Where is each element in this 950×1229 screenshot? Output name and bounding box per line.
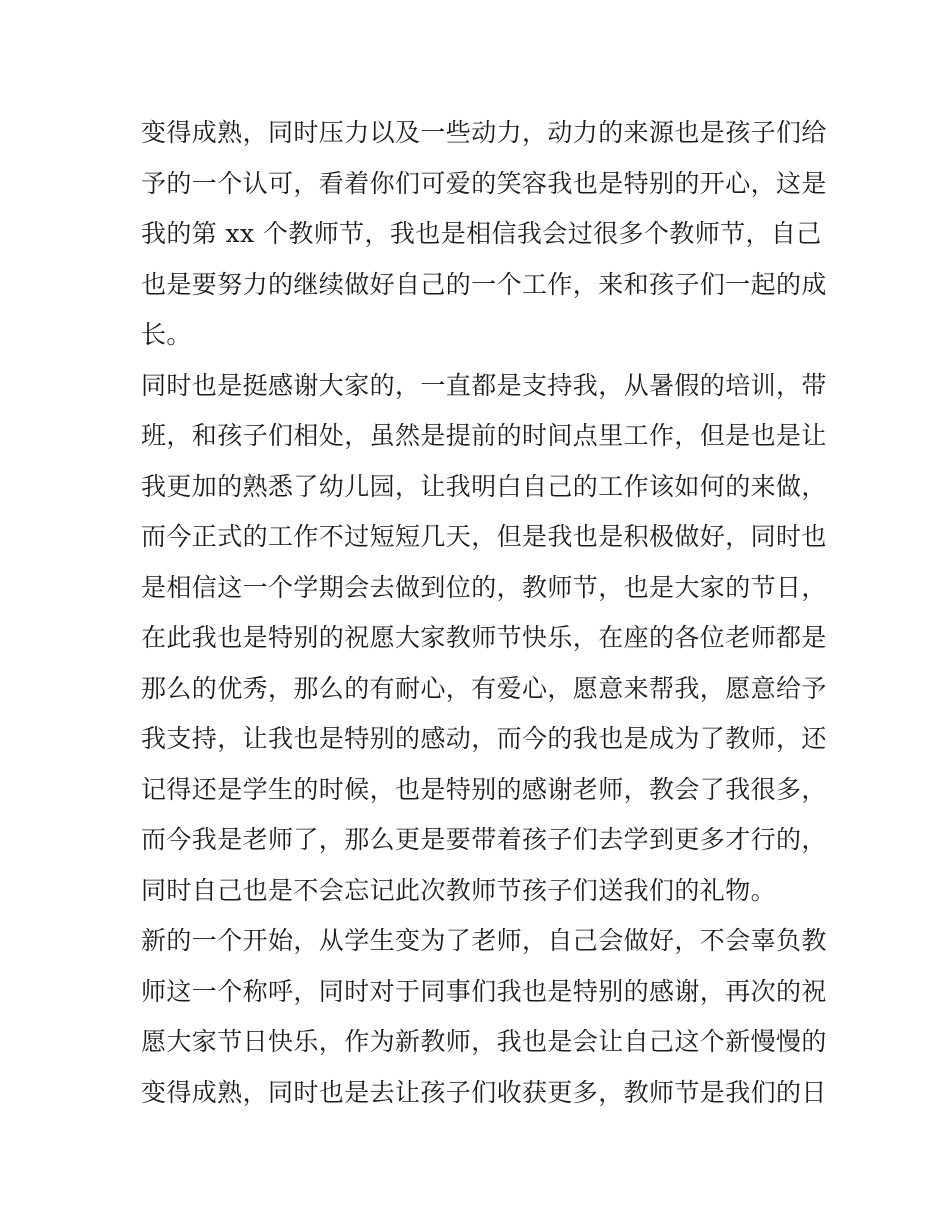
text-line: 新的一个开始，从学生变为了老师，自己会做好，不会辜负教 xyxy=(141,926,827,955)
text-line: 同时也是挺感谢大家的，一直都是支持我，从暑假的培训，带 xyxy=(141,370,827,400)
text-line: 变得成熟，同时压力以及一些动力，动力的来源也是孩子们给 xyxy=(141,118,827,147)
text-line: 我支持，让我也是特别的感动，而今的我也是成为了教师，还 xyxy=(141,724,827,753)
text-line: 同时自己也是不会忘记此次教师节孩子们送我们的礼物。 xyxy=(141,875,777,905)
text-line: 我更加的熟悉了幼儿园，让我明白自己的工作该如何的来做， xyxy=(141,471,827,501)
text-line: 我的第 xx 个教师节，我也是相信我会过很多个教师节，自己 xyxy=(141,219,822,248)
text-line: 师这一个称呼，同时对于同事们我也是特别的感谢，再次的祝 xyxy=(141,976,827,1006)
text-line: 记得还是学生的时候，也是特别的感谢老师，教会了我很多， xyxy=(141,774,827,804)
text-line: 长。 xyxy=(141,320,192,349)
text-line: 愿大家节日快乐，作为新教师，我也是会让自己这个新慢慢的 xyxy=(141,1027,827,1056)
text-line: 予的一个认可，看着你们可爱的笑容我也是特别的开心，这是 xyxy=(141,168,827,198)
text-line: 而今正式的工作不过短短几天，但是我也是积极做好，同时也 xyxy=(141,522,827,551)
text-line: 班，和孩子们相处，虽然是提前的时间点里工作，但是也是让 xyxy=(141,421,827,450)
text-line: 变得成熟，同时也是去让孩子们收获更多，教师节是我们的日 xyxy=(141,1077,827,1107)
document-body xyxy=(141,108,827,1118)
text-line: 也是要努力的继续做好自己的一个工作，来和孩子们一起的成 xyxy=(141,269,827,299)
text-line: 而今我是老师了，那么更是要带着孩子们去学到更多才行的， xyxy=(141,825,827,854)
text-line: 是相信这一个学期会去做到位的，教师节，也是大家的节日， xyxy=(141,572,827,602)
text-line: 那么的优秀，那么的有耐心，有爱心，愿意来帮我，愿意给予 xyxy=(141,673,827,703)
text-line: 在此我也是特别的祝愿大家教师节快乐，在座的各位老师都是 xyxy=(141,623,827,652)
